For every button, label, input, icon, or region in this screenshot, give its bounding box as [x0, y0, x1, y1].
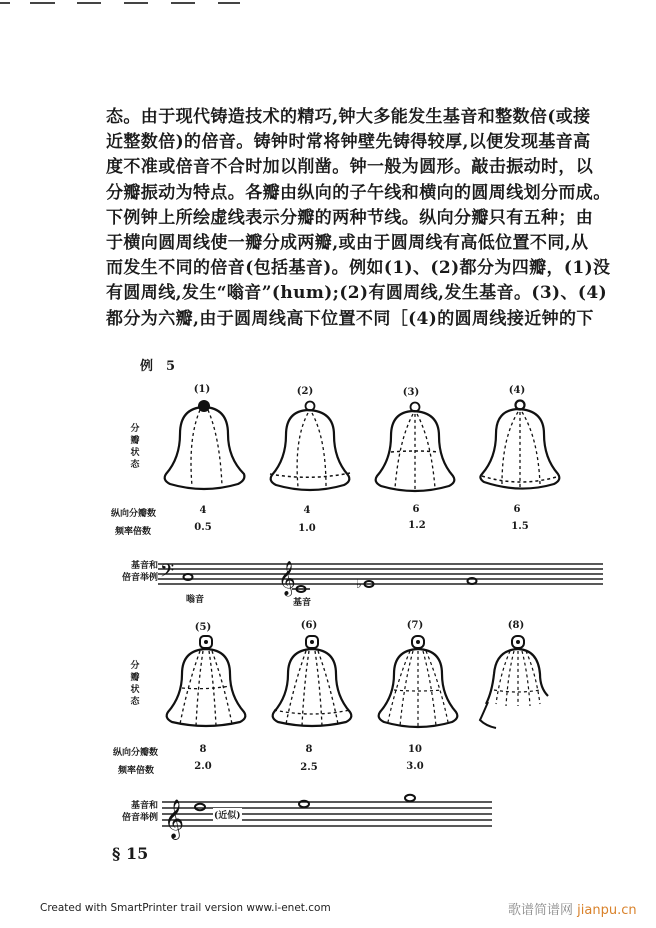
note-caption-fundamental: 基音	[293, 598, 312, 608]
bell-illustration-8	[474, 634, 554, 734]
bell-caption-2: (2)	[296, 386, 314, 397]
meridian-count-label-row2: 纵向分瓣数	[113, 748, 159, 758]
footer-watermark-right	[508, 899, 637, 918]
freq-multiple-3: 1.2	[408, 520, 426, 531]
bell-illustration-1	[158, 398, 248, 493]
music-staff-row2	[162, 796, 492, 846]
meridian-count-4: 6	[513, 504, 521, 515]
meridian-count-7: 10	[408, 744, 422, 755]
treble-clef-icon: 𝄞	[164, 799, 185, 839]
bell-caption-8: (8)	[507, 620, 525, 631]
page-top-marks	[0, 0, 656, 6]
paragraph-line: 近整数倍)的倍音。铸钟时常将钟壁先铸得较厚,以便发现基音高	[106, 132, 591, 153]
meridian-count-3: 6	[412, 504, 420, 515]
meridian-count-2: 4	[303, 505, 311, 516]
freq-multiple-2: 1.0	[298, 523, 316, 534]
freq-multiple-label-row2: 频率倍数	[118, 766, 155, 776]
bell-caption-5: (5)	[194, 622, 212, 633]
paragraph-line: 都分为六瓣,由于圆周线高下位置不同［(4)的圆周线接近钟的下	[106, 308, 594, 329]
staff-label-line: 倍音举例	[121, 573, 158, 583]
bell-illustration-7	[372, 634, 462, 734]
paragraph-line: 有圆周线,发生“嗡音”(hum);(2)有圆周线,发生基音。(3)、(4)	[106, 283, 608, 304]
freq-multiple-4: 1.5	[511, 521, 529, 532]
section-mark: § 15	[112, 844, 149, 863]
body-paragraph	[106, 105, 611, 332]
example-label: 例 5	[140, 359, 176, 374]
note-caption-hum: 嗡音	[186, 595, 205, 605]
freq-multiple-5: 2.0	[194, 761, 212, 772]
footer-watermark-left: Created with SmartPrinter trail version www.i-enet.com	[40, 902, 331, 914]
paragraph-line: 下例钟上所绘虚线表示分瓣的两种节线。纵向分瓣只有五种；由	[106, 207, 594, 228]
bell-illustration-4	[474, 398, 564, 493]
bell-caption-4: (4)	[508, 385, 526, 396]
footer-brand: jianpu.cn	[577, 903, 637, 918]
bell-illustration-3	[369, 400, 459, 495]
side-label-row2: 分瓣状态	[130, 661, 140, 707]
bell-illustration-5	[160, 634, 250, 734]
meridian-count-6: 8	[305, 744, 313, 755]
staff-label-line: 基音和	[130, 561, 158, 571]
freq-multiple-label-row1: 频率倍数	[115, 527, 152, 537]
paragraph-line: 分瓣振动为特点。各瓣由纵向的子午线和横向的圆周线划分而成。	[106, 182, 611, 203]
music-staff-row1	[158, 560, 603, 610]
paragraph-line: 于横向圆周线使一瓣分成两瓣,或由于圆周线有高低位置不同,从	[106, 233, 589, 254]
side-label-row1: 分瓣状态	[130, 424, 140, 470]
freq-multiple-1: 0.5	[194, 522, 212, 533]
bell-illustration-2	[264, 399, 354, 494]
paragraph-line: 度不准或倍音不合时加以削凿。钟一般为圆形。敲击振动时，以	[106, 157, 594, 178]
staff-label-row1	[108, 560, 158, 584]
bell-illustration-6	[266, 634, 356, 734]
meridian-count-label-row1: 纵向分瓣数	[111, 509, 157, 519]
bell-caption-3: (3)	[402, 387, 420, 398]
paragraph-line: 而发生不同的倍音(包括基音)。例如(1)、(2)都分为四瓣，(1)没	[106, 258, 611, 279]
meridian-count-5: 8	[199, 744, 207, 755]
svg-text:♭: ♭	[356, 577, 362, 591]
bell-caption-6: (6)	[300, 620, 318, 631]
meridian-count-1: 4	[199, 505, 207, 516]
staff-label-line: 倍音举例	[121, 813, 158, 823]
staff-label-row2	[108, 800, 158, 824]
footer-site-name: 歌谱简谱网	[508, 903, 574, 918]
freq-multiple-7: 3.0	[406, 761, 424, 772]
freq-multiple-6: 2.5	[300, 762, 318, 773]
bell-caption-7: (7)	[406, 620, 424, 631]
treble-clef-icon: 𝄞	[278, 561, 296, 596]
bell-caption-1: (1)	[193, 384, 211, 395]
bass-clef-icon: 𝄢	[160, 561, 175, 586]
staff-label-line: 基音和	[130, 801, 158, 811]
approx-label: (近似)	[213, 808, 242, 821]
paragraph-line: 态。由于现代铸造技术的精巧,钟大多能发生基音和整数倍(或接	[106, 107, 591, 127]
